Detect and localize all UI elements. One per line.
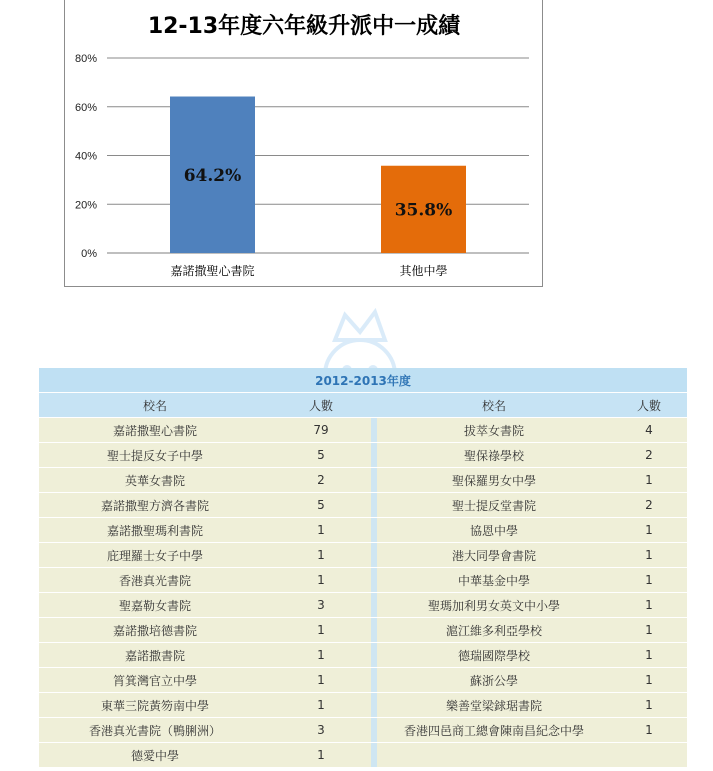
table-row <box>39 618 687 643</box>
table-row <box>39 718 687 743</box>
student-count-left: 5 <box>271 443 371 468</box>
student-count-right: 2 <box>611 493 687 518</box>
school-name-left: 嘉諾撒聖方濟各書院 <box>39 493 271 518</box>
student-count-right: 2 <box>611 443 687 468</box>
student-count-right: 1 <box>611 593 687 618</box>
y-tick-label: 20% <box>74 199 97 212</box>
student-count-right: 1 <box>611 718 687 743</box>
student-count-right: 1 <box>611 543 687 568</box>
school-name-left: 嘉諾撒聖瑪利書院 <box>39 518 271 543</box>
school-name-right: 拔萃女書院 <box>377 418 611 443</box>
school-name-right: 聖保祿學校 <box>377 443 611 468</box>
school-name-right: 協恩中學 <box>377 518 611 543</box>
student-count-right <box>611 743 687 768</box>
student-count-right: 1 <box>611 568 687 593</box>
table-year-heading: 2012-2013年度 <box>39 368 687 393</box>
school-name-right <box>377 743 611 768</box>
chart-panel <box>64 0 543 287</box>
header-school-name-right: 校名 <box>377 393 611 418</box>
student-count-right: 4 <box>611 418 687 443</box>
student-count-right: 1 <box>611 518 687 543</box>
student-count-right: 1 <box>611 468 687 493</box>
table-row <box>39 643 687 668</box>
student-count-left: 5 <box>271 493 371 518</box>
school-name-left: 嘉諾撒書院 <box>39 643 271 668</box>
table-row <box>39 493 687 518</box>
table-row <box>39 693 687 718</box>
chart-title: 12-13年度六年級升派中一成績 <box>147 14 461 39</box>
student-count-left: 1 <box>271 693 371 718</box>
table-row <box>39 743 687 768</box>
student-count-right: 1 <box>611 618 687 643</box>
school-name-left: 嘉諾撒聖心書院 <box>39 418 271 443</box>
school-name-left: 德愛中學 <box>39 743 271 768</box>
school-name-right: 滬江維多利亞學校 <box>377 618 611 643</box>
y-tick-label: 60% <box>74 101 97 114</box>
table-year-row <box>39 368 687 393</box>
student-count-right: 1 <box>611 643 687 668</box>
school-name-right: 中華基金中學 <box>377 568 611 593</box>
school-name-right: 樂善堂梁銶琚書院 <box>377 693 611 718</box>
data-label-2: 35.8% <box>394 200 453 221</box>
header-count-left: 人數 <box>271 393 371 418</box>
table-header-row <box>39 393 687 418</box>
school-name-left: 筲箕灣官立中學 <box>39 668 271 693</box>
table-row <box>39 443 687 468</box>
school-name-left: 英華女書院 <box>39 468 271 493</box>
table-row <box>39 418 687 443</box>
table-row <box>39 668 687 693</box>
student-count-left: 1 <box>271 543 371 568</box>
student-count-left: 3 <box>271 593 371 618</box>
bar-chart <box>65 0 544 287</box>
school-name-right: 德瑞國際學校 <box>377 643 611 668</box>
student-count-left: 1 <box>271 518 371 543</box>
school-name-left: 庇理羅士女子中學 <box>39 543 271 568</box>
table-row <box>39 593 687 618</box>
school-name-right: 港大同學會書院 <box>377 543 611 568</box>
results-table <box>39 368 687 768</box>
student-count-right: 1 <box>611 668 687 693</box>
school-name-right: 香港四邑商工總會陳南昌紀念中學 <box>377 718 611 743</box>
header-school-name-left: 校名 <box>39 393 271 418</box>
school-name-right: 聖瑪加利男女英文中小學 <box>377 593 611 618</box>
bars-layer <box>170 97 466 278</box>
school-name-left: 香港真光書院（鴨脷洲） <box>39 718 271 743</box>
student-count-left: 1 <box>271 568 371 593</box>
student-count-left: 2 <box>271 468 371 493</box>
y-tick-label: 40% <box>74 150 97 163</box>
y-tick-label: 0% <box>81 248 97 260</box>
school-name-right: 聖士提反堂書院 <box>377 493 611 518</box>
table-row <box>39 468 687 493</box>
table-body <box>39 418 687 768</box>
student-count-left: 1 <box>271 668 371 693</box>
student-count-left: 1 <box>271 618 371 643</box>
category-label-1: 嘉諾撒聖心書院 <box>170 264 255 278</box>
student-count-left: 79 <box>271 418 371 443</box>
student-count-left: 3 <box>271 718 371 743</box>
student-count-left: 1 <box>271 643 371 668</box>
data-label-1: 64.2% <box>183 165 242 186</box>
y-tick-label: 80% <box>74 53 97 65</box>
school-name-left: 東華三院黃笏南中學 <box>39 693 271 718</box>
school-name-right: 聖保羅男女中學 <box>377 468 611 493</box>
table-row <box>39 518 687 543</box>
school-name-left: 嘉諾撒培德書院 <box>39 618 271 643</box>
school-name-left: 香港真光書院 <box>39 568 271 593</box>
category-label-2: 其他中學 <box>399 264 448 278</box>
header-count-right: 人數 <box>611 393 687 418</box>
table-row <box>39 568 687 593</box>
student-count-left: 1 <box>271 743 371 768</box>
school-name-left: 聖嘉勒女書院 <box>39 593 271 618</box>
student-count-right: 1 <box>611 693 687 718</box>
table-row <box>39 543 687 568</box>
school-name-left: 聖士提反女子中學 <box>39 443 271 468</box>
school-name-right: 蘇浙公學 <box>377 668 611 693</box>
